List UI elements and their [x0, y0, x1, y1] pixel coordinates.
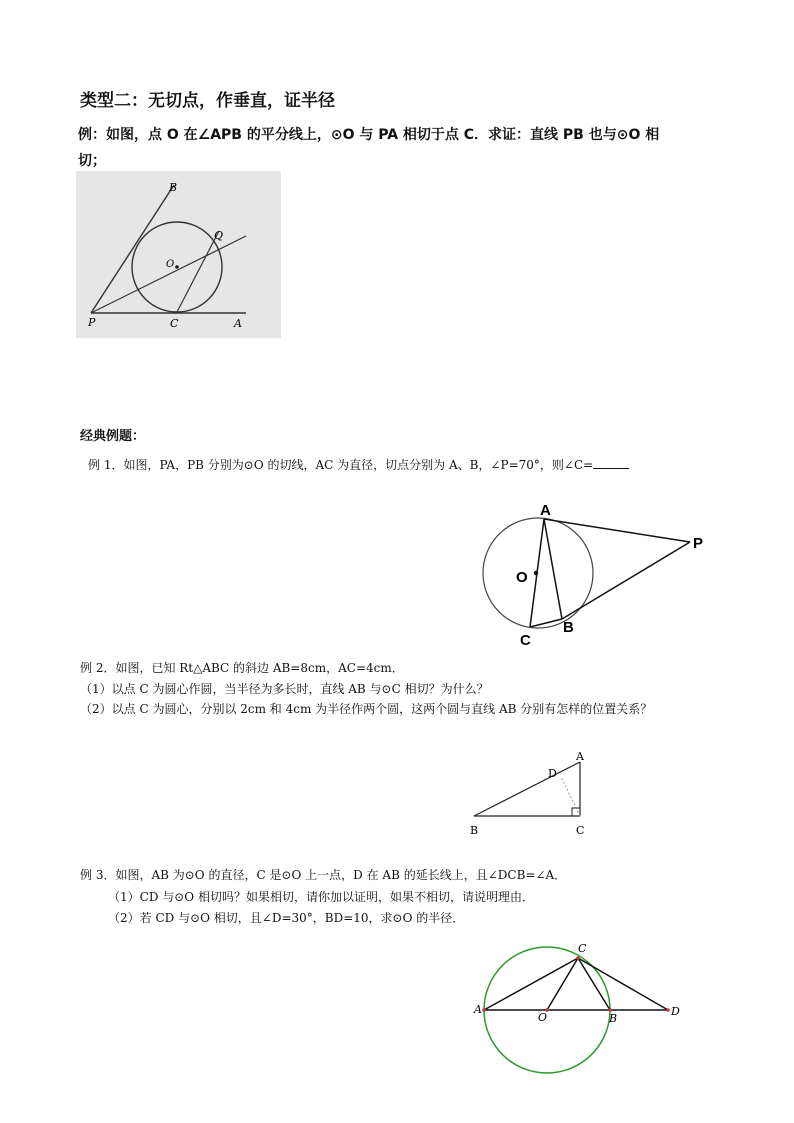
- example3-question2: （2）若 CD 与⊙O 相切，且∠D=30°，BD=10，求⊙O 的半径．: [108, 911, 465, 925]
- label-C: C: [170, 317, 179, 330]
- chord-CB: [530, 619, 562, 627]
- center-point-O: [534, 571, 538, 575]
- right-angle-mark: [572, 808, 580, 816]
- tangent-PB: [562, 542, 690, 619]
- label-A: A: [234, 317, 242, 330]
- label-C: C: [520, 632, 531, 649]
- point-C: [576, 956, 580, 960]
- label-B: B: [169, 181, 178, 194]
- example-statement-line1: 例：如图，点 O 在∠APB 的平分线上，⊙O 与 PA 相切于点 C．求证：直线 PB 也与⊙O 相: [78, 127, 660, 143]
- label-Q: Q: [214, 229, 224, 242]
- altitude-CD: [561, 777, 580, 816]
- label-A: A: [540, 502, 551, 519]
- label-D: D: [548, 767, 557, 780]
- label-A: A: [576, 750, 584, 763]
- example-statement-line2: 切；: [78, 153, 106, 169]
- label-B: B: [609, 1012, 618, 1025]
- label-O: O: [166, 259, 175, 270]
- example2-question2: （2）以点 C 为圆心，分别以 2cm 和 4cm 为半径作两个圆，这两个圆与直线 AB 分别有怎样的位置关系？: [80, 702, 653, 716]
- tangent-PA: [544, 519, 690, 542]
- example1-text: [88, 456, 629, 473]
- label-P: P: [88, 316, 96, 329]
- label-C: C: [576, 824, 585, 837]
- center-point-O: [175, 265, 179, 269]
- segment-AC: [484, 958, 578, 1010]
- label-B: B: [563, 619, 574, 636]
- label-O: O: [516, 569, 528, 586]
- answer-blank: [593, 456, 629, 469]
- figure-angle-bisector-circle: [76, 171, 281, 338]
- example3-question1: （1）CD 与⊙O 相切吗？如果相切，请你加以证明，如果不相切，请说明理由．: [108, 890, 534, 904]
- figure-example1: [478, 498, 718, 650]
- segment-CD: [578, 958, 668, 1010]
- point-A: [482, 1008, 486, 1012]
- chord-AB: [544, 519, 562, 619]
- section-title: 类型二：无切点，作垂直，证半径: [80, 91, 335, 111]
- example1-question: 例 1．如图，PA，PB 分别为⊙O 的切线，AC 为直径，切点分别为 A、B，∠P=70°，则∠C=: [88, 458, 594, 472]
- label-D: D: [671, 1005, 680, 1018]
- example2-question1: （1）以点 C 为圆心作圆，当半径为多长时，直线 AB 与⊙C 相切？为什么？: [80, 682, 489, 696]
- figure-example3: [470, 938, 700, 1074]
- label-P: P: [693, 535, 704, 552]
- figure-example2: [466, 748, 596, 842]
- hypotenuse-AB: [474, 762, 580, 816]
- label-A: A: [474, 1003, 482, 1016]
- example2-intro: 例 2．如图，已知 Rt△ABC 的斜边 AB=8cm，AC=4cm．: [80, 661, 404, 675]
- classic-examples-heading: 经典例题：: [80, 429, 146, 444]
- label-C: C: [578, 942, 587, 955]
- label-B: B: [470, 824, 479, 837]
- label-O: O: [538, 1011, 548, 1024]
- example3-intro: 例 3．如图，AB 为⊙O 的直径，C 是⊙O 上一点，D 在 AB 的延长线上，且∠DCB=∠A．: [80, 868, 567, 882]
- point-D: [666, 1008, 670, 1012]
